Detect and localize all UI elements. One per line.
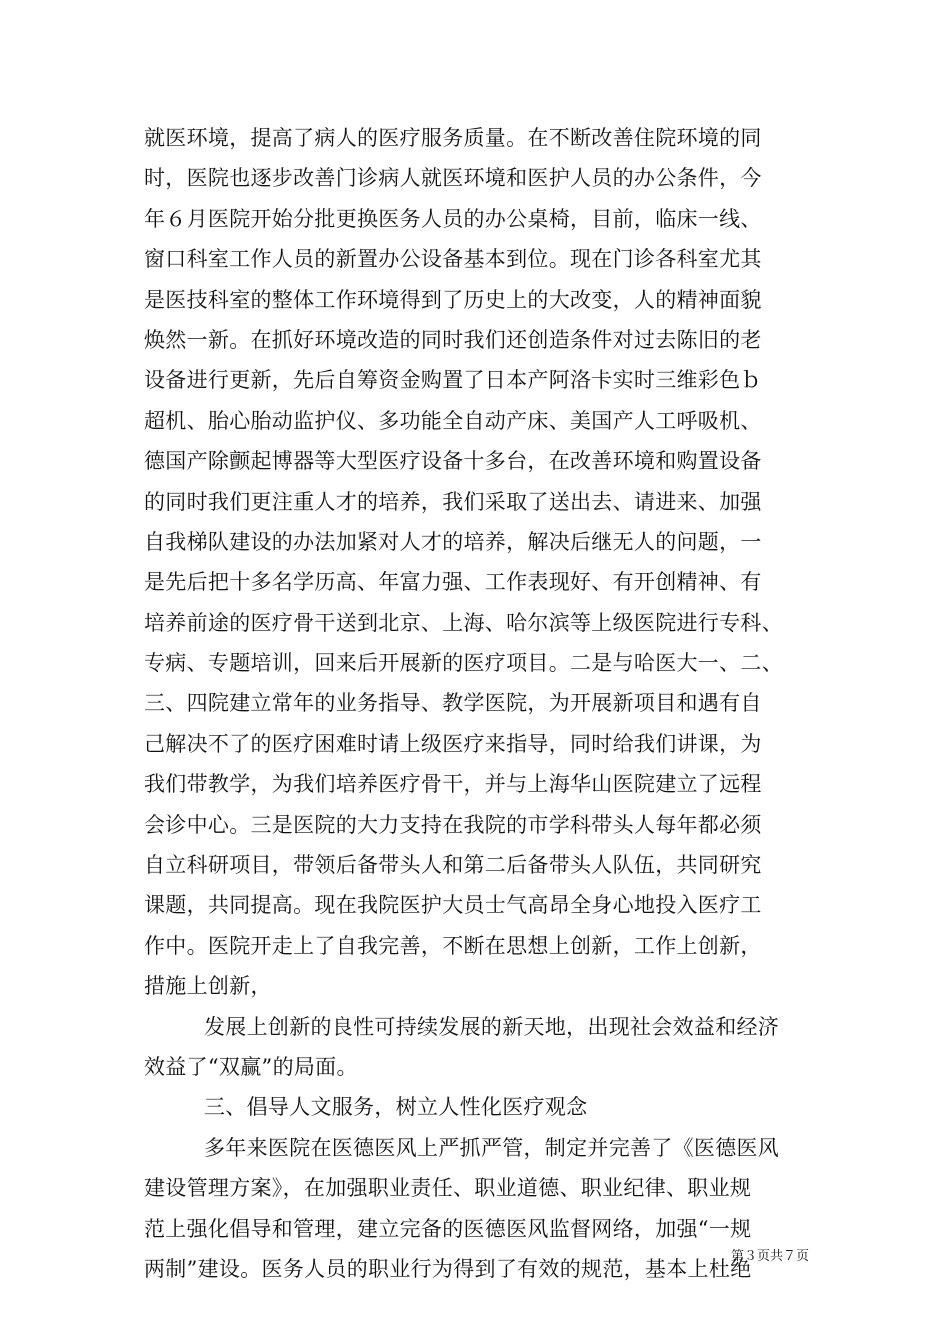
text-line: 己解决不了的医疗困难时请上级医疗来指导，同时给我们讲课，为 (144, 731, 762, 756)
text-line: 就医环境，提高了病人的医疗服务质量。在不断改善住院环境的同 (144, 126, 762, 150)
text-line: 是先后把十多名学历高、年富力强、工作表现好、有开创精神、有 (144, 570, 762, 595)
text-line: 窗口科室工作人员的新置办公设备基本到位。现在门诊各科室尤其 (144, 247, 762, 272)
section-heading: 三、倡导人文服务，树立人性化医疗观念 (204, 1095, 588, 1120)
text-line: 自立科研项目，带领后备带头人和第二后备带头人队伍，共同研究 (144, 853, 762, 878)
text-line: 设备进行更新，先后自筹资金购置了日本产阿洛卡实时三维彩色ｂ (144, 368, 762, 393)
page-number-footer: 第３页共７页 (730, 1249, 809, 1264)
text-line: 会诊中心。三是医院的大力支持在我院的市学科带头人每年都必须 (144, 812, 762, 837)
text-line: 三、四院建立常年的业务指导、教学医院，为开展新项目和遇有自 (144, 691, 762, 716)
document-body (144, 118, 824, 1289)
text-line: 超机、胎心胎动监护仪、多功能全自动产床、美国产人工呼吸机、 (144, 408, 762, 433)
text-line: 作中。医院开走上了自我完善，不断在思想上创新，工作上创新， (144, 933, 762, 958)
text-line: 焕然一新。在抓好环境改造的同时我们还创造条件对过去陈旧的老 (144, 327, 762, 352)
text-line: 多年来医院在医德医风上严抓严管，制定并完善了《医德医风 (204, 1135, 780, 1160)
text-line: 范上强化倡导和管理，建立完备的医德医风监督网络，加强“一规 (144, 1216, 752, 1241)
text-line: 年６月医院开始分批更换医务人员的办公桌椅，目前，临床一线、 (144, 206, 762, 231)
text-line: 措施上创新， (144, 974, 272, 999)
text-line: 是医技科室的整体工作环境得到了历史上的大改变，人的精神面貌 (144, 287, 762, 312)
text-line: 发展上创新的良性可持续发展的新天地，出现社会效益和经济 (204, 1014, 780, 1039)
text-line: 时，医院也逐步改善门诊病人就医环境和医护人员的办公条件，今 (144, 166, 762, 191)
text-line: 的同时我们更注重人才的培养，我们采取了送出去、请进来、加强 (144, 489, 762, 514)
text-line: 专病、专题培训，回来后开展新的医疗项目。二是与哈医大一、二、 (144, 651, 783, 676)
text-line: 我们带教学，为我们培养医疗骨干，并与上海华山医院建立了远程 (144, 772, 762, 797)
text-line: 培养前途的医疗骨干送到北京、上海、哈尔滨等上级医院进行专科、 (144, 610, 783, 635)
text-line: 两制”建设。医务人员的职业行为得到了有效的规范，基本上杜绝 (144, 1256, 752, 1281)
text-line: 自我梯队建设的办法加紧对人才的培养，解决后继无人的问题，一 (144, 529, 762, 554)
text-line: 课题，共同提高。现在我院医护大员士气高昂全身心地投入医疗工 (144, 893, 762, 918)
text-line: 建设管理方案》，在加强职业责任、职业道德、职业纪律、职业规 (144, 1176, 752, 1201)
text-line: 德国产除颤起博器等大型医疗设备十多台，在改善环境和购置设备 (144, 449, 762, 474)
text-line: 效益了“双赢”的局面。 (144, 1054, 358, 1079)
